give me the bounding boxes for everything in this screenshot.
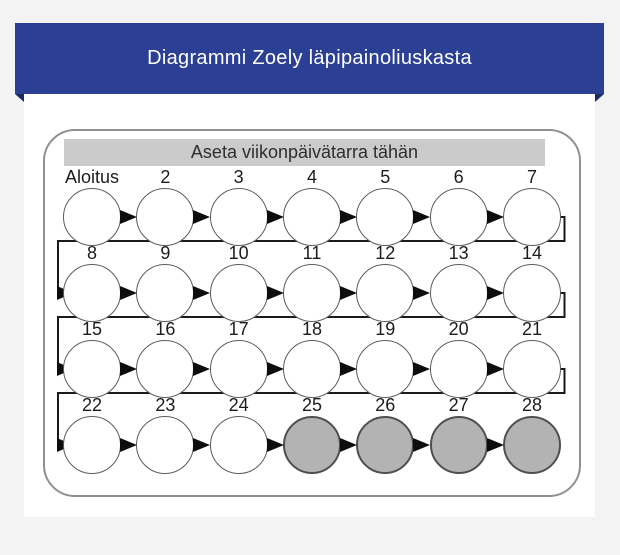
day-cell [356, 319, 414, 398]
ribbon-fold-left [15, 94, 24, 102]
flow-arrow-icon [120, 286, 137, 300]
active-pill-circle [283, 340, 341, 398]
day-label: 9 [160, 243, 171, 263]
day-label: 7 [526, 167, 537, 187]
day-label: 15 [81, 319, 103, 339]
day-label: 23 [155, 395, 176, 415]
active-pill-circle [283, 264, 341, 322]
placebo-pill-circle [283, 416, 341, 474]
active-pill-circle [63, 416, 121, 474]
flow-arrow-icon [267, 286, 284, 300]
day-cell [356, 395, 414, 474]
flow-arrow-icon [340, 438, 357, 452]
weekday-sticker-bar: Aseta viikonpäivätarra tähän [64, 139, 545, 166]
day-cell [136, 167, 194, 246]
flow-arrow-icon [120, 362, 137, 376]
placebo-pill-circle [430, 416, 488, 474]
day-cell [63, 319, 121, 398]
day-cell [503, 395, 561, 474]
blister-pack-diagram [43, 129, 581, 497]
day-label: 16 [155, 319, 176, 339]
active-pill-circle [136, 340, 194, 398]
active-pill-circle [503, 188, 561, 246]
flow-arrow-icon [487, 362, 504, 376]
day-cell [210, 243, 268, 322]
flow-arrow-icon [413, 438, 430, 452]
active-pill-circle [210, 340, 268, 398]
day-label: 17 [228, 319, 249, 339]
day-cell [283, 319, 341, 398]
day-cell [283, 167, 341, 246]
flow-arrow-icon [413, 286, 430, 300]
day-label: 18 [301, 319, 322, 339]
pill-row [63, 167, 561, 246]
day-label: 12 [375, 243, 396, 263]
day-label: 24 [228, 395, 249, 415]
placebo-pill-circle [503, 416, 561, 474]
active-pill-circle [503, 264, 561, 322]
day-label: 5 [380, 167, 391, 187]
day-cell [430, 243, 488, 322]
flow-arrow-icon [193, 210, 210, 224]
active-pill-circle [136, 416, 194, 474]
flow-arrow-icon [487, 438, 504, 452]
day-cell [503, 167, 561, 246]
active-pill-circle [430, 188, 488, 246]
flow-arrow-icon [487, 210, 504, 224]
active-pill-circle [136, 264, 194, 322]
day-cell [430, 395, 488, 474]
day-cell [210, 167, 268, 246]
day-cell [136, 319, 194, 398]
page-title: Diagrammi Zoely läpipainoliuskasta [147, 47, 472, 69]
day-cell [430, 319, 488, 398]
flow-arrow-icon [413, 362, 430, 376]
flow-arrow-icon [193, 438, 210, 452]
day-label: 8 [86, 243, 97, 263]
active-pill-circle [283, 188, 341, 246]
day-cell [136, 395, 194, 474]
day-label: 19 [375, 319, 396, 339]
flow-arrow-icon [340, 362, 357, 376]
day-label: 4 [306, 167, 317, 187]
day-label: 27 [448, 395, 469, 415]
flow-arrow-icon [193, 362, 210, 376]
day-cell [63, 243, 121, 322]
active-pill-circle [63, 340, 121, 398]
active-pill-circle [503, 340, 561, 398]
day-cell [356, 243, 414, 322]
day-label: 2 [160, 167, 171, 187]
active-pill-circle [430, 340, 488, 398]
active-pill-circle [356, 188, 414, 246]
day-label: Aloitus [64, 167, 120, 187]
day-label: 3 [233, 167, 244, 187]
day-label: 26 [375, 395, 396, 415]
flow-arrow-icon [267, 438, 284, 452]
flow-arrow-icon [193, 286, 210, 300]
day-label: 22 [81, 395, 103, 415]
day-cell [503, 243, 561, 322]
flow-arrow-icon [120, 210, 137, 224]
pill-row [63, 319, 561, 398]
day-cell [503, 319, 561, 398]
day-cell [63, 395, 121, 474]
day-label: 20 [448, 319, 469, 339]
flow-arrow-icon [487, 286, 504, 300]
placebo-pill-circle [356, 416, 414, 474]
content-card [24, 94, 595, 517]
day-cell [430, 167, 488, 246]
flow-arrow-icon [413, 210, 430, 224]
pill-row [63, 243, 561, 322]
pill-row [63, 395, 561, 474]
day-label: 10 [228, 243, 249, 263]
day-label: 25 [301, 395, 322, 415]
flow-arrow-icon [267, 362, 284, 376]
pill-rows [45, 131, 579, 495]
ribbon-fold-right [595, 94, 604, 102]
flow-arrow-icon [340, 210, 357, 224]
day-label: 14 [521, 243, 542, 263]
day-cell [283, 395, 341, 474]
day-label: 6 [453, 167, 464, 187]
day-label: 11 [302, 243, 322, 263]
active-pill-circle [430, 264, 488, 322]
day-cell [356, 167, 414, 246]
day-label: 28 [521, 395, 542, 415]
day-cell [136, 243, 194, 322]
active-pill-circle [210, 416, 268, 474]
active-pill-circle [356, 340, 414, 398]
day-cell [210, 395, 268, 474]
header-ribbon [15, 23, 604, 94]
day-label: 21 [521, 319, 542, 339]
active-pill-circle [210, 188, 268, 246]
active-pill-circle [63, 264, 121, 322]
flow-arrow-icon [267, 210, 284, 224]
day-label: 13 [448, 243, 469, 263]
active-pill-circle [136, 188, 194, 246]
day-cell [283, 243, 341, 322]
active-pill-circle [63, 188, 121, 246]
flow-arrow-icon [340, 286, 357, 300]
day-cell [210, 319, 268, 398]
active-pill-circle [210, 264, 268, 322]
day-cell [63, 167, 121, 246]
flow-arrow-icon [120, 438, 137, 452]
active-pill-circle [356, 264, 414, 322]
